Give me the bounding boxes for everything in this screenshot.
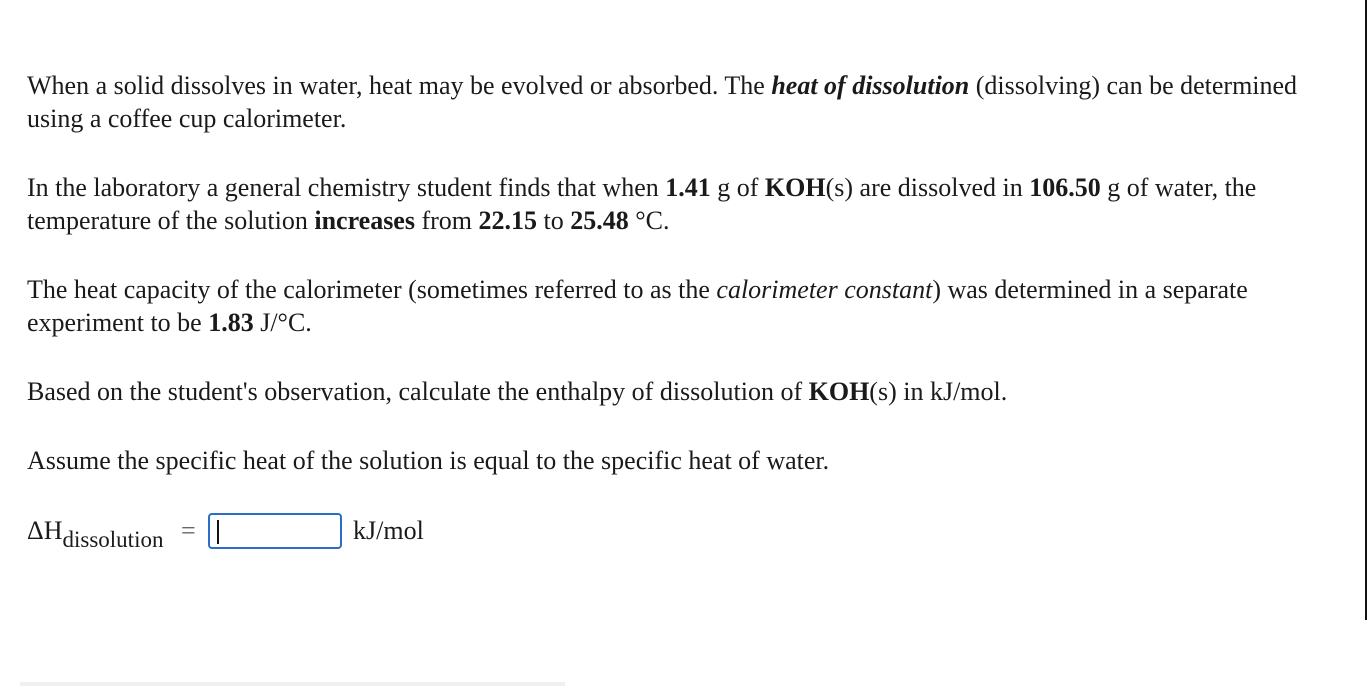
solid-mass-value: 1.41	[665, 173, 711, 202]
bottom-scroll-track	[20, 682, 565, 686]
text-caret	[217, 520, 219, 544]
calorimeter-constant-term: calorimeter constant	[716, 275, 933, 304]
calorimeter-text: ) was determined in a separate experiment to be	[27, 275, 1248, 337]
intro-text: When a solid dissolves in water, heat may be evolved or absorbed. The	[27, 71, 772, 100]
answer-input[interactable]	[208, 513, 342, 549]
dissolution-subscript: dissolution	[62, 527, 164, 552]
heat-of-dissolution-term: heat of dissolution	[771, 71, 970, 100]
final-temperature-value: 25.48	[570, 206, 629, 235]
water-mass-value: 106.50	[1029, 173, 1101, 202]
experiment-text: In the laboratory a general chemistry student finds that when	[27, 173, 666, 202]
enthalpy-label	[27, 514, 164, 552]
task-paragraph	[27, 375, 1352, 408]
calorimeter-text: J/°C.	[253, 308, 312, 337]
answer-row	[27, 514, 627, 558]
intro-paragraph	[27, 69, 1352, 135]
task-text: Based on the student's observation, calculate the enthalpy of dissolution of	[27, 377, 809, 406]
temperature-direction: increases	[314, 206, 415, 235]
experiment-text: g of water, the temperature of the solution	[27, 173, 1257, 235]
experiment-text: (s) are dissolved in	[825, 173, 1030, 202]
experiment-text: to	[537, 206, 571, 235]
experiment-text: from	[414, 206, 479, 235]
compound-name: KOH	[808, 377, 870, 406]
unit-label: kJ/mol	[353, 516, 424, 545]
calorimeter-paragraph	[27, 273, 1352, 339]
compound-name: KOH	[764, 173, 826, 202]
intro-text-end: (dissolving) can be determined using a coffee cup calorimeter.	[27, 71, 1298, 133]
initial-temperature-value: 22.15	[478, 206, 538, 235]
right-border-rule	[1365, 0, 1367, 620]
experiment-text: °C.	[628, 206, 670, 235]
task-text: (s) in kJ/mol.	[869, 377, 1008, 406]
assumption-paragraph: Assume the specific heat of the solution is equal to the specific heat of water.	[27, 446, 830, 475]
experiment-text: g of	[710, 173, 765, 202]
heat-capacity-value: 1.83	[208, 308, 254, 337]
delta-h-symbol: ΔH	[27, 516, 63, 545]
equals-sign: =	[181, 516, 196, 545]
calorimeter-text: The heat capacity of the calorimeter (sometimes referred to as the	[27, 275, 717, 304]
experiment-paragraph	[27, 171, 1352, 237]
